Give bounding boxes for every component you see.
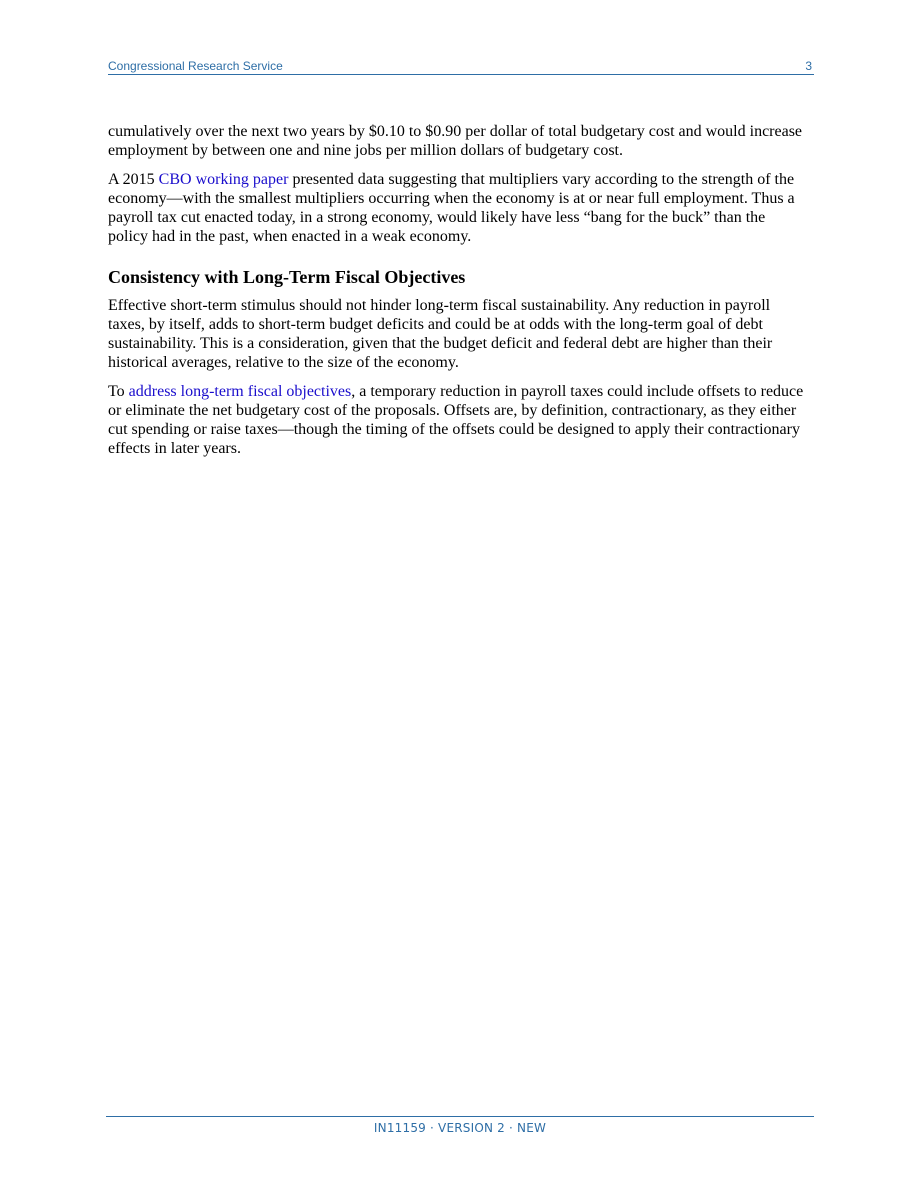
paragraph-fiscal-sustainability: Effective short-term stimulus should not hinder long-term fiscal sustainability. Any reduction in payroll taxes, by itself, adds to short-term budget deficits and could be at odds with the long-term goal of debt sustainability. This is a consideration, given that the budget deficit and federal debt are higher than their historical averages, relative to the size of the economy. bbox=[108, 297, 773, 371]
page-header bbox=[108, 58, 814, 75]
paragraph-text: A 2015 bbox=[108, 171, 159, 188]
paragraph-text: , a temporary reduction in payroll taxes could include offsets to reduce or eliminate the net budgetary cost of the proposals. Offsets are, by definition, contractionary, as they either cut spending or raise taxes—though the timing of the offsets could be designed to apply their contractionary effects in later years. bbox=[108, 383, 804, 457]
header-title: Congressional Research Service bbox=[108, 59, 283, 73]
document-body bbox=[108, 122, 808, 468]
paragraph-cbo-multipliers bbox=[108, 170, 808, 246]
page-footer bbox=[106, 1116, 814, 1135]
paragraph-text: presented data suggesting that multipliers vary according to the strength of the economy—with the smallest multipliers occurring when the economy is at or near full employment. Thus a payroll tax cut enacted today, in a strong economy, would likely have less “bang for the buck” than the policy had in the past, when enacted in a weak economy. bbox=[108, 171, 795, 245]
fiscal-objectives-link[interactable]: address long-term fiscal objectives bbox=[128, 383, 352, 400]
cbo-working-paper-link[interactable]: CBO working paper bbox=[158, 171, 289, 188]
paragraph-continuation: cumulatively over the next two years by $0.10 to $0.90 per dollar of total budgetary cost and would increase employment by between one and nine jobs per million dollars of budgetary cost. bbox=[108, 123, 803, 159]
paragraph-text: To bbox=[108, 383, 129, 400]
section-heading: Consistency with Long-Term Fiscal Objectives bbox=[108, 267, 466, 287]
footer-text: IN11159 · VERSION 2 · NEW bbox=[373, 1121, 547, 1135]
paragraph-offsets bbox=[108, 382, 808, 458]
page-number: 3 bbox=[805, 59, 812, 73]
